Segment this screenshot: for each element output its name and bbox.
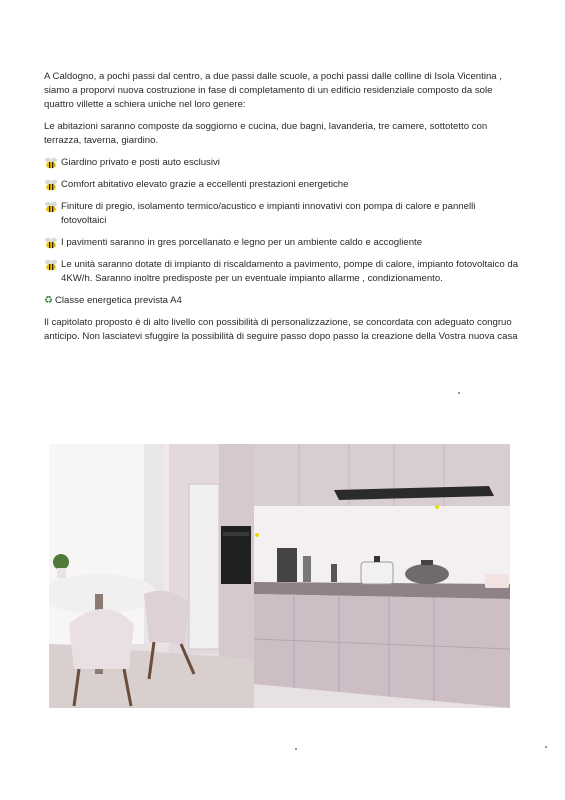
intro-paragraph: A Caldogno, a pochi passi dal centro, a due passi dalle scuole, a pochi passi dalle colline di Isola Vicentina , siamo a proporvi nuova costruzione in fase di completamento di un edificio residenziale composto da sole quattro villette a schiera uniche nel loro genere:: [44, 71, 502, 110]
feature-text: Le unità saranno dotate di impianto di riscaldamento a pavimento, pompe di calore, impianto fotovoltaico da 4KW/h. Saranno inoltre predisposte per un eventuale impianto allarme , condizionamento.: [61, 259, 519, 284]
scan-speck: [295, 748, 297, 750]
kitchen-photo: [49, 444, 510, 708]
energy-class-line: [44, 294, 522, 308]
bee-icon: [44, 157, 58, 169]
bee-icon: [44, 179, 58, 191]
feature-text: Comfort abitativo elevato grazie a eccellenti prestazioni energetiche: [61, 179, 349, 190]
scan-speck: [458, 392, 460, 394]
scan-speck: [545, 746, 547, 748]
recycle-icon: ♻: [44, 295, 53, 306]
rooms-paragraph: Le abitazioni saranno composte da soggiorno e cucina, due bagni, lavanderia, tre camere, sottotetto con terrazza, taverna, giardino.: [44, 121, 488, 146]
bee-icon: [44, 237, 58, 249]
feature-bullet: [44, 200, 522, 228]
feature-bullet: [44, 156, 522, 170]
bee-icon: [44, 259, 58, 271]
closing-paragraph: Il capitolato proposto è di alto livello con possibilità di personalizzazione, se concordata con adeguato congruo anticipo. Non lasciatevi sfuggire la possibilità di seguire passo dopo passo la creazione della Vostra nuova casa: [44, 317, 518, 342]
feature-bullet: [44, 236, 522, 250]
feature-bullet: [44, 178, 522, 192]
bee-icon: [44, 201, 58, 213]
document-body: [44, 70, 522, 344]
feature-bullet: [44, 258, 522, 286]
feature-text: I pavimenti saranno in gres porcellanato e legno per un ambiente caldo e accogliente: [61, 237, 423, 248]
energy-class-text: Classe energetica prevista A4: [54, 295, 182, 306]
feature-text: Giardino privato e posti auto esclusivi: [61, 157, 220, 168]
feature-text: Finiture di pregio, isolamento termico/acustico e impianti innovativi con pompa di calore e pannelli fotovoltaici: [61, 201, 476, 226]
